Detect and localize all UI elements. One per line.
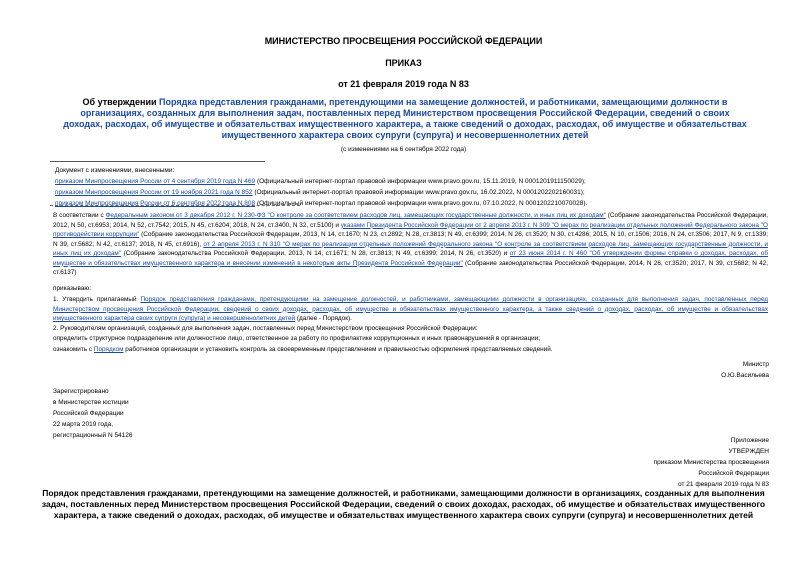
title-link[interactable]: Порядка представления гражданами, претендующими на замещение должностей, и работниками, замещающими должности в организациях, созданных для выполнения задач, поставленных перед Министерством просвещения Российской Федерации, сведений о своих доходах, расходах, об имуществе и обязательствах имущественного характера, а также сведений о доходах, расходах, об имуществе и обязательствах имущественного характера своих супруги (супруга) и несовершеннолетних детей	[63, 97, 747, 140]
registration-line: в Министерстве юстиции	[53, 399, 129, 406]
paragraph-1	[53, 295, 768, 324]
title-prefix: Об утверждении	[82, 97, 160, 107]
registration-line: Российской Федерации	[53, 410, 124, 417]
text-fragment: (Собрание законодательства Российской Федерации, 2013, N 14, ст.1670; N 23, ст.2892; N 28, ст.3813; N 49, ст.6399; 2014, N 26, ст.3520; N 30, ст.4286; 2015, N 10, ст.1506; 2016, N 24, ст.3506; 2017, N 9, ст.1339; N 39, ст.5682; N 42, ст.6137; 2018, N 45, ст.6916),	[53, 231, 768, 248]
amendments-block	[55, 165, 775, 209]
registration-line: регистрационный N 54126	[53, 432, 133, 439]
divider	[50, 161, 265, 162]
procedure-link[interactable]: Порядок представления гражданами, претендующими на замещение должностей, и работниками, замещающими должности в организациях, созданных для выполнения задач, поставленных перед Министерством просвещения Российской Федерации, сведений о своих доходах, расходах, об имуществе и обязательствах имущественного характера, а также сведений о доходах, расходах, об имуществе и обязательствах имущественного характера своих супруги (супруга) и несовершеннолетних детей	[53, 296, 768, 322]
text-fragment: 1. Утвердить прилагаемый	[53, 296, 141, 303]
decree-309-link[interactable]: указами Президента Российской Федерации от 2 апреля 2013 г. N 309 "О мерах по реализации отдельных положений Федерального закона "О противодействии коррупции"	[53, 221, 768, 238]
changes-note: (с изменениями на 6 сентября 2022 года)	[340, 146, 467, 153]
registration-line: Зарегистрировано	[53, 388, 109, 395]
divider-dashed	[50, 205, 300, 206]
amendment-source: (Официальный интернет-портал правовой информации www.pravo.gov.ru, 07.10.2022, N 0001202210070028).	[255, 200, 588, 207]
amendment-link[interactable]: приказом Минпросвещения России от 4 сентября 2019 года N 469	[55, 178, 256, 185]
amendment-source: (Официальный интернет-портал правовой информации www.pravo.gov.ru, 15.11.2019, N 0001201911150029);	[255, 178, 586, 185]
text-fragment: ознакомить с	[53, 346, 94, 353]
appendix-block	[654, 435, 769, 490]
appendix-line: приказом Министерства просвещения	[653, 459, 769, 466]
text-fragment: (далее - Порядок).	[295, 315, 352, 322]
paragraph-2-b	[53, 345, 768, 355]
amendments-intro: Документ с изменениями, внесенными:	[55, 167, 175, 174]
appendix-line: УТВЕРЖДЕН	[728, 448, 769, 455]
amendment-source: (Официальный интернет-портал правовой информации www.pravo.gov.ru, 16.02.2022, N 0001202202160031);	[252, 189, 585, 196]
doc-title	[60, 97, 750, 141]
amendment-link[interactable]: приказом Минпросвещения России от 19 ноября 2021 года N 852	[55, 189, 253, 196]
registration-block	[53, 386, 133, 441]
amendment-link[interactable]: приказом Минпросвещения России от 6 сентября 2022 года N 808	[55, 200, 256, 207]
doc-date: от 21 февраля 2019 года N 83	[338, 79, 469, 89]
signature-name: О.Ю.Васильева	[721, 372, 769, 379]
signature-role: Министр	[742, 361, 769, 368]
procedure-short-link[interactable]: Порядком	[93, 346, 124, 353]
amendment-item	[55, 176, 775, 187]
appendix-line: Приложение	[730, 437, 769, 444]
amendment-item	[55, 198, 775, 209]
decree-460-link[interactable]: от 23 июня 2014 г. N 460 "Об утверждении формы справки о доходах, расходах, об имуществе и обязательствах имущественного характера и внесении изменений в некоторые акты Президента Российской Федерации"	[53, 250, 768, 267]
procedure-title: Порядок представления гражданами, претендующими на замещение должностей, и работниками, замещающими должности в организациях, созданных для выполнения задач, поставленных перед Министерством просвещения Российской Федерации, сведений о своих доходах, расходах, об имуществе и обязательствах имущественного характера, а также сведений о доходах, расходах, об имуществе и обязательствах имущественного характера своих супруги (супруга) и несовершеннолетних детей	[41, 488, 766, 520]
appendix-line: от 21 февраля 2019 года N 83	[678, 481, 769, 488]
text-fragment: работников организации и установить контроль за своевременным представлением и правильностью оформления представляемых сведений.	[123, 346, 553, 353]
signature-block	[721, 359, 769, 381]
paragraph-2: 2. Руководителям организаций, созданных для выполнения задач, поставленных перед Министерством просвещения Российской Федерации:	[53, 325, 478, 332]
federal-law-link[interactable]: Федеральным законом от 3 декабря 2012 г. N 230-ФЗ "О контроле за соответствием расходов лиц, замещающих государственные должности, и иных лиц их доходам"	[105, 212, 606, 219]
preamble-paragraph	[53, 211, 768, 278]
doc-type: ПРИКАЗ	[385, 58, 422, 68]
text-fragment: (Собрание законодательства Российской Федерации, 2012, N 50, ст.6953; 2014, N 52, ст.7542; 2015, N 45, ст.6204; 2018, N 24, ст.3400, N 32, ст.5100) и	[53, 212, 769, 229]
paragraph-2-a: определить структурное подразделение или должностное лицо, ответственное за работу по профилактике коррупционных и иных правонарушений в организации;	[53, 335, 541, 342]
amendment-item	[55, 187, 775, 198]
text-fragment: (Собрание законодательства Российской Федерации, 2013, N 14, ст.1671; N 28, ст.3813; N 49, ст.6399; 2014, N 26, ст.3520) и	[121, 250, 510, 257]
ministry-name: МИНИСТЕРСТВО ПРОСВЕЩЕНИЯ РОССИЙСКОЙ ФЕДЕРАЦИИ	[264, 36, 543, 46]
order-word: приказываю:	[53, 285, 91, 292]
decree-310-link[interactable]: от 2 апреля 2013 г. N 310 "О мерах по реализации отдельных положений Федерального закона "О контроле за соответствием расходов лиц, замещающих государственные должности, и иных лиц их доходам"	[53, 240, 769, 257]
text-fragment: В соответствии с	[53, 212, 106, 219]
text-fragment: (Собрание законодательства Российской Федерации, 2014, N 26, ст.3520; 2017, N 39, ст.5682; N 42, ст.6137)	[53, 259, 768, 276]
appendix-line: Российской Федерации	[698, 470, 769, 477]
registration-line: 22 марта 2019 года,	[53, 421, 114, 428]
